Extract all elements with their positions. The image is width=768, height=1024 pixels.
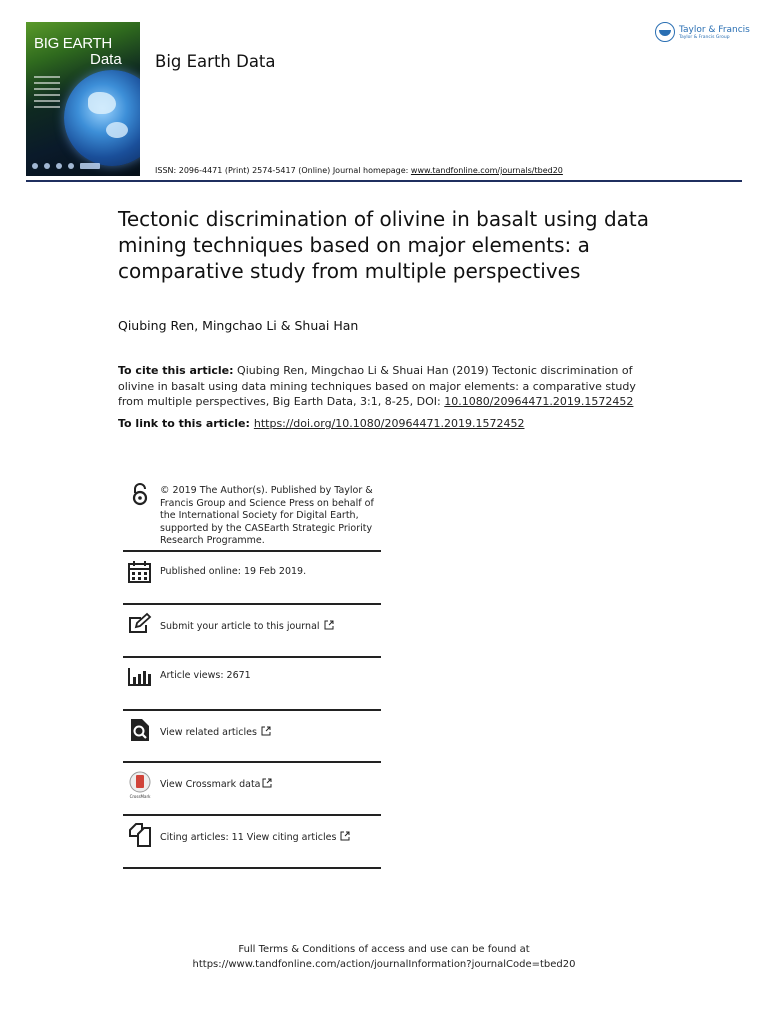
- publisher-logo-icon: [655, 22, 675, 42]
- submit-article-label[interactable]: Submit your article to this journal: [160, 621, 320, 632]
- crossmark-row[interactable]: [123, 770, 381, 810]
- cite-doi-link[interactable]: 10.1080/20964471.2019.1572452: [444, 395, 634, 408]
- related-search-icon: [127, 717, 153, 743]
- divider: [123, 550, 381, 552]
- citing-articles-label[interactable]: Citing articles: 11 View citing articles: [160, 832, 337, 843]
- external-link-icon: [340, 831, 350, 841]
- cover-title-line2: Data: [90, 51, 122, 68]
- journal-homepage-link[interactable]: www.tandfonline.com/journals/tbed20: [410, 166, 563, 175]
- citing-articles-link[interactable]: [160, 831, 350, 845]
- citation-block: [118, 363, 658, 410]
- link-label: To link to this article:: [118, 417, 250, 430]
- journal-cover-image: [26, 22, 140, 176]
- crossmark-label[interactable]: View Crossmark data: [160, 779, 261, 790]
- submit-row[interactable]: [123, 612, 381, 652]
- cite-label: To cite this article:: [118, 364, 234, 377]
- header-divider: [26, 180, 742, 182]
- article-views: Article views: 2671: [160, 670, 251, 681]
- views-row: [123, 664, 381, 704]
- related-articles-link[interactable]: [160, 726, 271, 740]
- divider: [123, 814, 381, 816]
- publisher-sub: Taylor & Francis Group: [679, 34, 730, 40]
- crossmark-link[interactable]: [160, 778, 272, 792]
- related-row[interactable]: [123, 717, 381, 757]
- article-title: Tectonic discrimination of olivine in basalt using data mining techniques based on major elements: a comparative study from multiple perspectives: [118, 207, 649, 283]
- citing-articles-icon: [127, 822, 153, 848]
- published-row: [123, 558, 381, 598]
- publisher-logo[interactable]: [655, 22, 750, 42]
- open-access-icon: [127, 482, 153, 508]
- edit-icon: [127, 612, 153, 638]
- external-link-icon: [261, 726, 271, 736]
- external-link-icon: [324, 620, 334, 630]
- article-authors: Qiubing Ren, Mingchao Li & Shuai Han: [118, 318, 359, 333]
- footer-terms-url[interactable]: https://www.tandfonline.com/action/journalInformation?journalCode=tbed20: [192, 959, 576, 970]
- crossmark-icon: [127, 770, 153, 800]
- open-access-row: [123, 482, 381, 548]
- calendar-icon: [127, 559, 153, 585]
- divider: [123, 709, 381, 711]
- footer-terms: Full Terms & Conditions of access and use can be found at: [238, 944, 530, 955]
- cite-text: Qiubing Ren, Mingchao Li & Shuai Han (2019) Tectonic discrimination of olivine in basalt using data mining techniques based on major elements: a comparative study from multiple perspectives, Big Earth Data, 3:1, 8-25, DOI:: [118, 364, 636, 408]
- divider: [123, 867, 381, 869]
- submit-article-link[interactable]: [160, 620, 334, 634]
- related-articles-label[interactable]: View related articles: [160, 727, 257, 738]
- cover-title-line1: BIG EARTH: [34, 35, 112, 52]
- external-link-icon: [262, 778, 272, 788]
- issn-text: ISSN: 2096-4471 (Print) 2574-5417 (Online) Journal homepage:: [155, 166, 411, 175]
- divider: [123, 603, 381, 605]
- published-date: Published online: 19 Feb 2019.: [160, 566, 307, 577]
- citing-row[interactable]: [123, 822, 381, 862]
- footer: [0, 942, 768, 972]
- divider: [123, 656, 381, 658]
- issn-line: [155, 166, 563, 175]
- publisher-name: Taylor & Francis: [679, 24, 750, 35]
- divider: [123, 761, 381, 763]
- bar-chart-icon: [127, 664, 153, 690]
- journal-name: Big Earth Data: [155, 52, 276, 71]
- crossmark-logo-text: CrossMark: [129, 794, 151, 799]
- link-line: [118, 417, 524, 430]
- doi-link[interactable]: https://doi.org/10.1080/20964471.2019.1572452: [253, 417, 525, 430]
- open-access-text: © 2019 The Author(s). Published by Taylor & Francis Group and Science Press on behalf of the International Society for Digital Earth, supported by the CASEarth Strategic Priority Research Programme.: [160, 485, 374, 546]
